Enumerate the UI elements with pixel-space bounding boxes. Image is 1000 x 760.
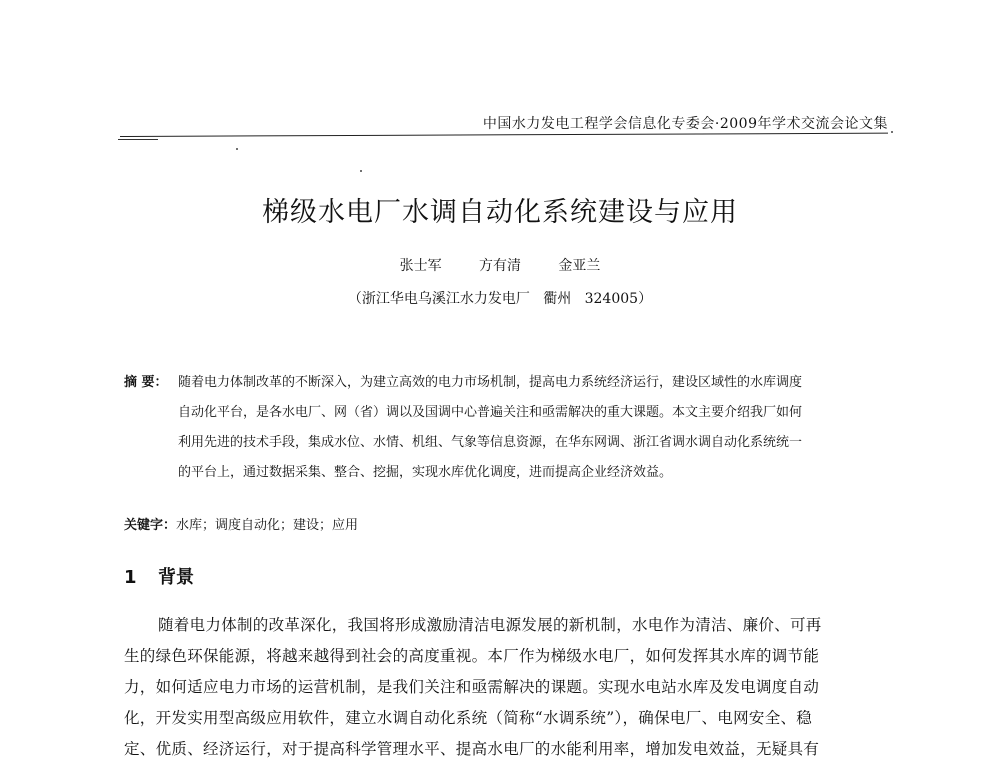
section-number: 1: [124, 567, 137, 588]
body-paragraph: [124, 610, 890, 760]
body-line: 化，开发实用型高级应用软件，建立水调自动化系统（简称“水调系统”），确保电厂、电网安全、稳: [124, 709, 813, 727]
body-line: 生的绿色环保能源，将越来越得到社会的高度重视。本厂作为梯级水电厂，如何发挥其水库的调节能: [124, 647, 820, 665]
section-heading: [124, 563, 194, 589]
running-header: 中国水力发电工程学会信息化专委会·2009年学术交流会论文集: [482, 116, 888, 132]
scan-speck: [891, 131, 893, 133]
header-rule: [120, 133, 888, 137]
abstract-body: [178, 368, 890, 488]
abstract-line: 的平台上，通过数据采集、整合、挖掘，实现水库优化调度，进而提高企业经济效益。: [178, 465, 673, 480]
keywords-label: 关键字：: [124, 518, 177, 533]
section-title: 背景: [158, 567, 194, 588]
scan-speck: [236, 148, 238, 150]
abstract-line: 利用先进的技术手段，集成水位、水情、机组、气象等信息资源，在华东网调、浙江省调水调自动化系统统一: [178, 435, 803, 450]
abstract-line: 自动化平台，是各水电厂、网（省）调以及国调中心普遍关注和亟需解决的重大课题。本文主要介绍我厂如何: [178, 405, 803, 420]
body-line: 定、优质、经济运行，对于提高科学管理水平、提高水电厂的水能利用率，增加发电效益，无疑具有: [124, 740, 820, 758]
abstract-line: 随着电力体制改革的不断深入，为建立高效的电力市场机制，提高电力系统经济运行，建设区域性的水库调度: [178, 375, 803, 390]
keywords-text: 水库；调度自动化；建设；应用: [176, 518, 359, 533]
scan-speck: [360, 170, 362, 172]
header-rule-tail: [118, 139, 158, 140]
body-line: 随着电力体制的改革深化，我国将形成激励清洁电源发展的新机制，水电作为清洁、廉价、可再: [158, 616, 822, 634]
abstract-label: 摘 要：: [124, 375, 168, 390]
body-line: 力，如何适应电力市场的运营机制，是我们关注和亟需解决的课题。实现水电站水库及发电调度自动: [124, 678, 820, 696]
keywords-line: [124, 514, 358, 533]
paper-authors: 张士军 方有清 金亚兰: [399, 258, 601, 274]
paper-affiliation: （浙江华电乌溪江水力发电厂 衢州 324005）: [347, 291, 653, 307]
paper-title: 梯级水电厂水调自动化系统建设与应用: [262, 197, 738, 228]
